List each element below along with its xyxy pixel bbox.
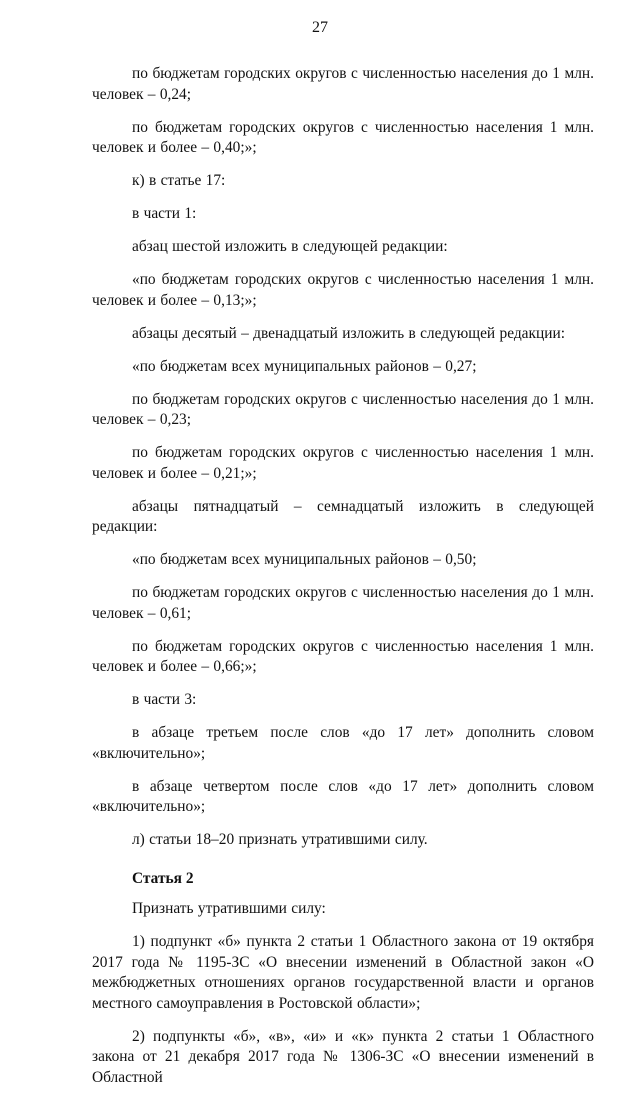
paragraph: в абзаце третьем после слов «до 17 лет» дополнить словом «включительно»; — [92, 724, 594, 762]
paragraph: по бюджетам городских округов с численностью населения до 1 млн. человек – 0,61; — [92, 584, 594, 622]
paragraph: «по бюджетам всех муниципальных районов – 0,50; — [132, 551, 477, 568]
paragraph: к) в статье 17: — [132, 172, 226, 189]
paragraph: абзацы пятнадцатый – семнадцатый изложить в следующей редакции: — [92, 497, 594, 535]
paragraph: по бюджетам городских округов с численностью населения 1 млн. человек и более – 0,40;»; — [92, 118, 594, 156]
paragraph: абзац шестой изложить в следующей редакции: — [132, 238, 448, 255]
paragraph: Признать утратившими силу: — [132, 900, 326, 917]
paragraph: в абзаце четвертом после слов «до 17 лет» дополнить словом «включительно»; — [92, 777, 594, 815]
page-number: 27 — [312, 19, 328, 36]
paragraph: по бюджетам городских округов с численностью населения до 1 млн. человек – 0,24; — [92, 65, 594, 103]
paragraph: в части 1: — [132, 205, 197, 222]
document-body — [92, 64, 594, 1101]
paragraph: по бюджетам городских округов с численностью населения 1 млн. человек и более – 0,21;»; — [92, 444, 594, 482]
paragraph: по бюджетам городских округов с численностью населения до 1 млн. человек – 0,23; — [92, 390, 594, 428]
paragraph: абзацы десятый – двенадцатый изложить в следующей редакции: — [132, 324, 565, 342]
paragraph: в части 3: — [132, 691, 197, 708]
paragraph: 1) подпункт «б» пункта 2 статьи 1 Областного закона от 19 октября 2017 года № 1195-ЗС «О внесении изменений в Областной закон «О межбюджетных отношениях органов государственной власти и органов местного самоуправления в Ростовской области»; — [92, 933, 594, 1012]
paragraph: по бюджетам городских округов с численностью населения 1 млн. человек и более – 0,66;»; — [92, 637, 594, 675]
paragraph: 2) подпункты «б», «в», «и» и «к» пункта 2 статьи 1 Областного закона от 21 декабря 2017 года № 1306-ЗС «О внесении изменений в Областной — [92, 1027, 594, 1086]
paragraph: «по бюджетам всех муниципальных районов – 0,27; — [132, 357, 477, 375]
paragraph: «по бюджетам городских округов с численностью населения 1 млн. человек и более – 0,13;»; — [92, 271, 594, 309]
paragraph: л) статьи 18–20 признать утратившими силу. — [132, 831, 428, 848]
article-heading: Статья 2 — [132, 869, 194, 887]
